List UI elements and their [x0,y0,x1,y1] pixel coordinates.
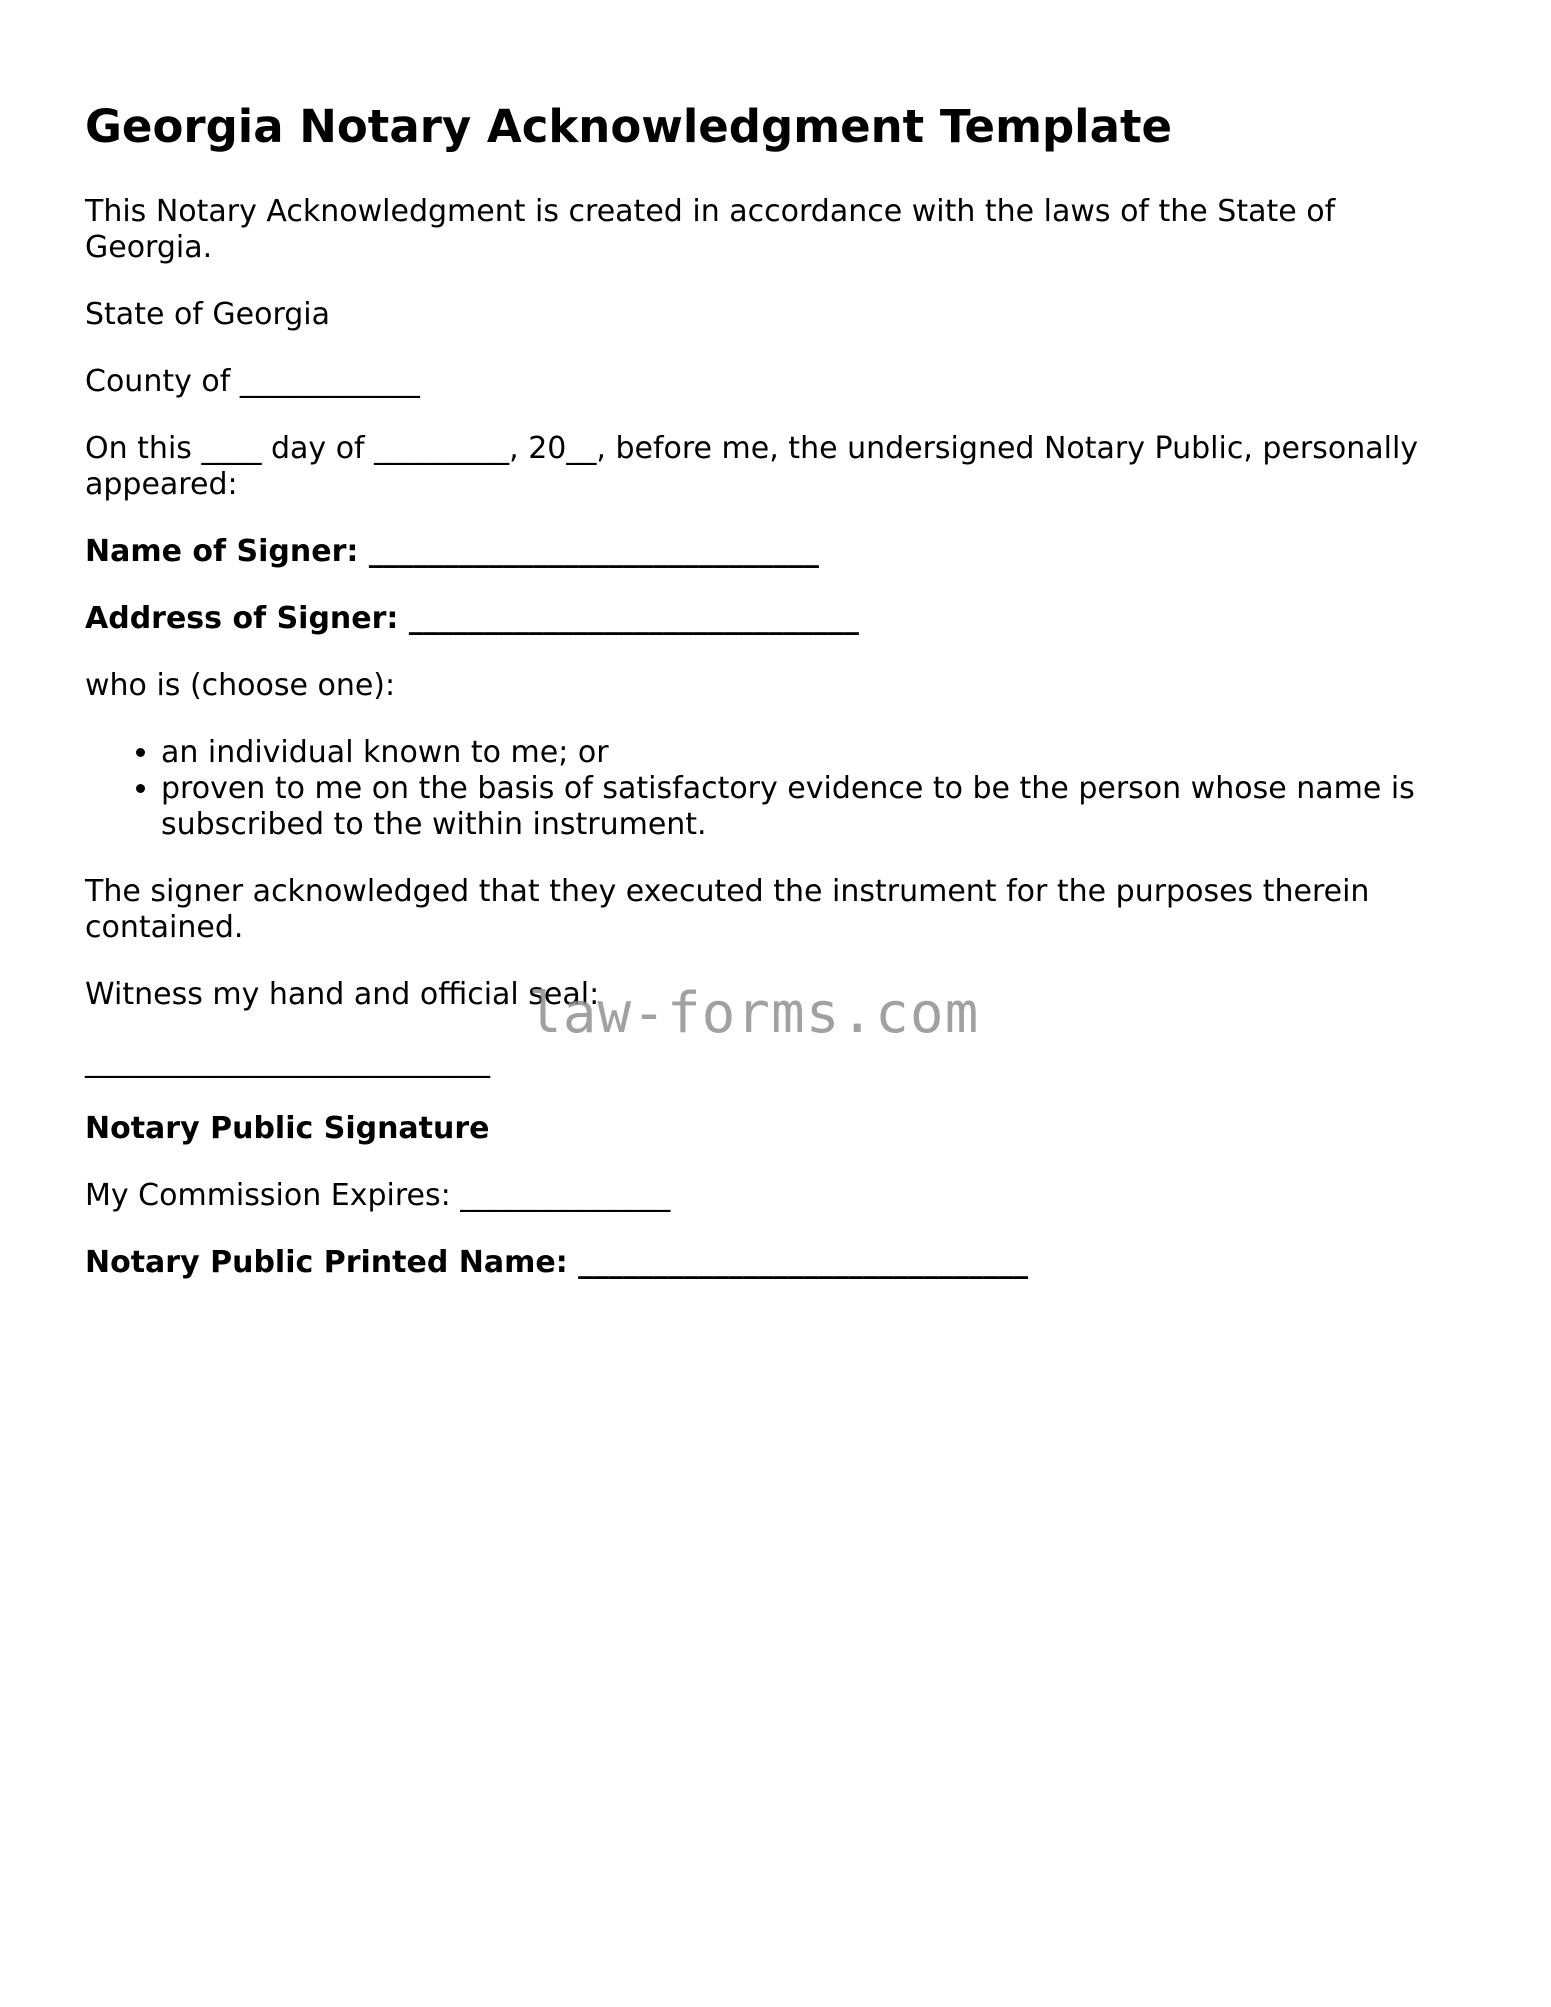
commission-expires-field: My Commission Expires: ______________ [85,1178,671,1213]
name-of-signer-field: Name of Signer: ______________________________ [85,534,819,569]
address-of-signer-field: Address of Signer: ______________________________ [85,601,859,636]
state-line: State of Georgia [85,297,331,332]
witness-line: Witness my hand and official seal: [85,977,600,1012]
appearance-paragraph: On this ____ day of _________, 20__, before me, the undersigned Notary Public, personally appeared: [85,431,1419,502]
notary-printed-name-field: Notary Public Printed Name: ______________________________ [85,1245,1029,1280]
signature-line: ___________________________ [85,1044,490,1079]
acknowledged-paragraph: The signer acknowledged that they executed the instrument for the purposes therein contained. [85,874,1370,945]
options-list [85,735,1465,843]
choose-one-label: who is (choose one): [85,668,396,703]
county-line: County of ____________ [85,364,420,399]
document-title: Georgia Notary Acknowledgment Template [85,100,1172,153]
list-item: • proven to me on the basis of satisfactory evidence to be the person whose name is subscribed to the within instrument. [161,771,1465,843]
notary-signature-label: Notary Public Signature [85,1111,490,1146]
intro-paragraph: This Notary Acknowledgment is created in accordance with the laws of the State of Georgia. [85,194,1336,265]
document-page [85,100,1465,1281]
list-item: • an individual known to me; or [161,735,1465,771]
watermark: law-forms.com [528,981,980,1046]
